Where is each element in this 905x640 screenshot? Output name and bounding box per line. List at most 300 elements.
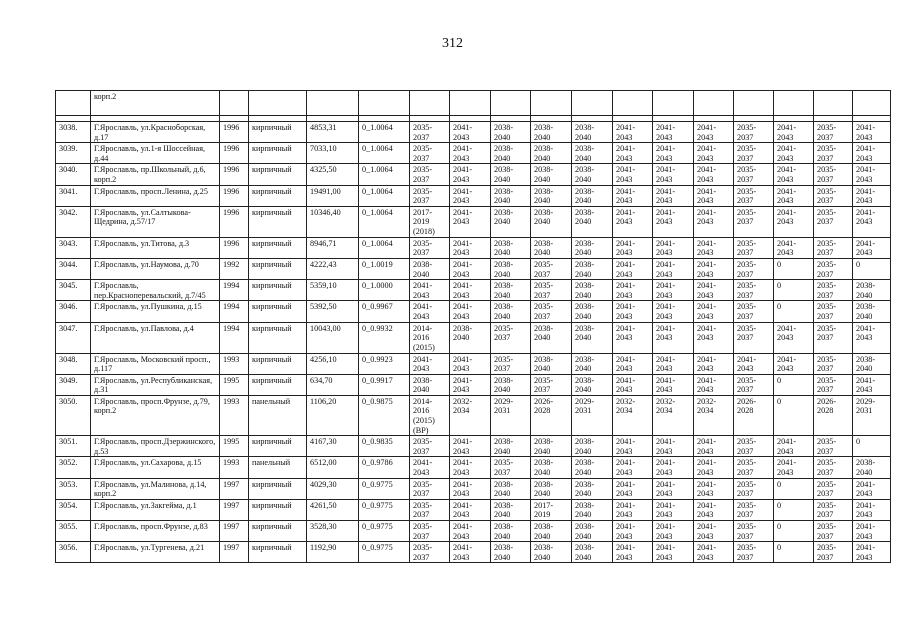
- cell-period: 2038-2040: [491, 237, 531, 258]
- cell-period: 2035-2037: [734, 478, 774, 499]
- cell-area: 4325,50: [307, 164, 359, 185]
- cell-period: 2038-2040: [531, 122, 572, 143]
- cell-period: 2041-2043: [694, 374, 734, 395]
- table-row: [56, 436, 891, 457]
- cell-area: 4853,31: [307, 122, 359, 143]
- cell-period: 2038-2040: [572, 457, 613, 478]
- cell-period: 2041-2043: [613, 164, 653, 185]
- cell-period: 2035-2037: [410, 185, 450, 206]
- cell-period: 2035-2037: [410, 436, 450, 457]
- cell-area: 3528,30: [307, 521, 359, 542]
- table-row: [56, 353, 891, 374]
- cell-period: 2041-2043: [653, 258, 694, 279]
- cell-index: 0_0.9775: [359, 521, 410, 542]
- cell-period: 2041-2043: [774, 457, 814, 478]
- cell-area: 4222,43: [307, 258, 359, 279]
- cell-period: 2038-2040: [491, 164, 531, 185]
- cell-year: 1992: [220, 258, 249, 279]
- cell-period: 2041-2043: [853, 185, 891, 206]
- cell-period: 2041-2043: [410, 280, 450, 301]
- cell-period: 2035-2037: [734, 542, 774, 563]
- cell-year: 1997: [220, 521, 249, 542]
- cell-period: 2041-2043: [613, 122, 653, 143]
- cell-period: 2041-2043: [613, 374, 653, 395]
- cell-year: 1996: [220, 185, 249, 206]
- cell-period: 2035-2037: [814, 143, 853, 164]
- cell-index: 0_0.9775: [359, 542, 410, 563]
- cell-area: 5359,10: [307, 280, 359, 301]
- cell-period: 2038-2040: [531, 143, 572, 164]
- cell-period: 0: [774, 478, 814, 499]
- cell-period: 2041-2043: [694, 457, 734, 478]
- cell-period: 2035-2037: [814, 521, 853, 542]
- cell-material: кирпичный: [249, 521, 307, 542]
- cell-period: 2041-2043: [450, 237, 491, 258]
- cell-material: кирпичный: [249, 237, 307, 258]
- cell-period: 2038-2040: [572, 164, 613, 185]
- cell-period: 2035-2037: [410, 542, 450, 563]
- cell-period: 2038-2040: [491, 499, 531, 520]
- cell-period: 2035-2037: [491, 322, 531, 353]
- cell-num: 3040.: [56, 164, 91, 185]
- cell-index: 0_0.9775: [359, 499, 410, 520]
- cell-material: кирпичный: [249, 353, 307, 374]
- cell-period: 2035-2037: [814, 478, 853, 499]
- cell-period: 2035-2037: [734, 164, 774, 185]
- table-row: [56, 258, 891, 279]
- cell-period: 2041-2043: [653, 143, 694, 164]
- cell-material: кирпичный: [249, 258, 307, 279]
- cell-material: кирпичный: [249, 301, 307, 322]
- cell-period: 2035-2037: [814, 499, 853, 520]
- cell-period: 2041-2043: [613, 542, 653, 563]
- cell-area: 7033,10: [307, 143, 359, 164]
- cell-period: 2041-2043: [853, 122, 891, 143]
- cell-period: 2041-2043: [450, 280, 491, 301]
- cell-period: 2038-2040: [572, 258, 613, 279]
- cell-period: 2035-2037: [814, 322, 853, 353]
- cell-address: Г.Ярославль, ул.Сахарова, д.15: [91, 457, 220, 478]
- cell-address: Г.Ярославль, ул.Наумова, д.70: [91, 258, 220, 279]
- cell-period: 2038-2040: [572, 353, 613, 374]
- cell-period: 2041-2043: [613, 143, 653, 164]
- cell-period: 2041-2043: [613, 436, 653, 457]
- cell-period: 2035-2037: [814, 457, 853, 478]
- cell-period: 2038-2040: [491, 206, 531, 237]
- cell-material: кирпичный: [249, 322, 307, 353]
- cell-period: 2041-2043: [653, 499, 694, 520]
- table-row: [56, 457, 891, 478]
- cell-area: 6512,00: [307, 457, 359, 478]
- cell-period: 2041-2043: [694, 353, 734, 374]
- cell-period: 2041-2043: [653, 185, 694, 206]
- cell-num: 3055.: [56, 521, 91, 542]
- cell-area: 5392,50: [307, 301, 359, 322]
- cell-address: Г.Ярославль, ул.Малинова, д.14, корп.2: [91, 478, 220, 499]
- cell-material: кирпичный: [249, 542, 307, 563]
- cell-period: 2035-2037: [814, 185, 853, 206]
- cell-address: Г.Ярославль, Московский просп., д.117: [91, 353, 220, 374]
- cell-period: 2041-2043: [653, 206, 694, 237]
- cell-period: 0: [774, 395, 814, 435]
- cell-period: 2041-2043: [774, 122, 814, 143]
- cell-period: 2038-2040: [450, 322, 491, 353]
- cell-period: 2038-2040: [491, 436, 531, 457]
- cell-index: 0_1.0064: [359, 164, 410, 185]
- cell-area: 1192,90: [307, 542, 359, 563]
- cell-num: 3041.: [56, 185, 91, 206]
- cell-period: 2041-2043: [450, 499, 491, 520]
- cell-period: 2041-2043: [694, 436, 734, 457]
- cell-period: 2026-2028: [734, 395, 774, 435]
- cell-period: 2041-2043: [613, 258, 653, 279]
- cell-period: 2035-2037: [734, 143, 774, 164]
- cell-period: 2035-2037: [814, 122, 853, 143]
- cell-period: 2038-2040: [853, 280, 891, 301]
- cell-period: 2038-2040: [531, 353, 572, 374]
- cell-index: 0_0.9917: [359, 374, 410, 395]
- cell-period: 2035-2037: [814, 164, 853, 185]
- cell-period: 2041-2043: [774, 185, 814, 206]
- cell-period: 2041-2043: [450, 164, 491, 185]
- cell-period: 2038-2040: [572, 122, 613, 143]
- cell-period: 2038-2040: [572, 143, 613, 164]
- cell-period: 2041-2043: [450, 185, 491, 206]
- cell-period: 2041-2043: [694, 122, 734, 143]
- cell-area: 8946,71: [307, 237, 359, 258]
- cell-period: 2038-2040: [853, 353, 891, 374]
- cell-year: 1996: [220, 164, 249, 185]
- cell-period: 2038-2040: [531, 164, 572, 185]
- cell-period: 2041-2043: [613, 457, 653, 478]
- cell-period: 2038-2040: [491, 521, 531, 542]
- cell-material: панельный: [249, 457, 307, 478]
- cell-period: 2035-2037: [734, 258, 774, 279]
- cell-period: 2041-2043: [853, 542, 891, 563]
- cell-period: 2041-2043: [410, 301, 450, 322]
- cell-period: 2041-2043: [694, 280, 734, 301]
- cell-period: 2041-2043: [853, 206, 891, 237]
- cell-num: 3045.: [56, 280, 91, 301]
- cell-period: 0: [774, 280, 814, 301]
- cell-material: кирпичный: [249, 206, 307, 237]
- cell-index: 0_0.9923: [359, 353, 410, 374]
- cell-address: Г.Ярославль, ул.Павлова, д.4: [91, 322, 220, 353]
- cell-num: 3054.: [56, 499, 91, 520]
- cell-period: 2035-2037: [734, 237, 774, 258]
- cell-period: 2041-2043: [613, 237, 653, 258]
- table-row: [56, 301, 891, 322]
- cell-period: 2035-2037: [814, 301, 853, 322]
- cell-period: 2041-2043: [694, 301, 734, 322]
- cell-period: 2041-2043: [853, 322, 891, 353]
- cell-period: 2041-2043: [853, 499, 891, 520]
- cell-period: 2035-2037: [531, 301, 572, 322]
- cell-period: 2038-2040: [491, 258, 531, 279]
- cell-period: 2032-2034: [653, 395, 694, 435]
- cell-period: 2041-2043: [653, 457, 694, 478]
- cell-period: 2029-2031: [853, 395, 891, 435]
- cell-index: 0_0.9932: [359, 322, 410, 353]
- cell-index: 0_0.9786: [359, 457, 410, 478]
- cell-year: 1996: [220, 206, 249, 237]
- cell-period: 2041-2043: [774, 322, 814, 353]
- cell-period: 2035-2037: [491, 457, 531, 478]
- cell-period: 2035-2037: [410, 521, 450, 542]
- cell-period: 2038-2040: [572, 542, 613, 563]
- cell-period: 2035-2037: [814, 258, 853, 279]
- cell-period: 2038-2040: [531, 206, 572, 237]
- cell-period: 2038-2040: [531, 457, 572, 478]
- cell-period: 2038-2040: [572, 521, 613, 542]
- cell-period: 2017-2019 (2018): [410, 206, 450, 237]
- cell-material: панельный: [249, 395, 307, 435]
- cell-period: 2035-2037: [734, 374, 774, 395]
- cell-num: 3042.: [56, 206, 91, 237]
- cell-period: 2041-2043: [450, 206, 491, 237]
- cell-period: 2041-2043: [653, 374, 694, 395]
- cell-period: 2041-2043: [694, 322, 734, 353]
- cell-period: 2041-2043: [694, 164, 734, 185]
- cell-period: 2029-2031: [572, 395, 613, 435]
- cell-period: 2041-2043: [613, 353, 653, 374]
- cell-period: 2038-2040: [491, 122, 531, 143]
- cell-period: 2041-2043: [694, 478, 734, 499]
- cell-material: кирпичный: [249, 436, 307, 457]
- cell-year: 1994: [220, 301, 249, 322]
- cell-period: 2038-2040: [491, 301, 531, 322]
- cell-period: 2035-2037: [814, 542, 853, 563]
- cell-period: 2041-2043: [450, 521, 491, 542]
- cell-period: 2041-2043: [694, 206, 734, 237]
- cell-period: 2038-2040: [572, 280, 613, 301]
- cell-material: кирпичный: [249, 374, 307, 395]
- cell-address: Г.Ярославль, просп.Ленина, д.25: [91, 185, 220, 206]
- page-number: 312: [442, 36, 463, 51]
- cell-address: Г.Ярославль, просп.Фрунзе, д.83: [91, 521, 220, 542]
- table-row: [56, 280, 891, 301]
- cell-area: 1106,20: [307, 395, 359, 435]
- cell-period: 2038-2040: [491, 280, 531, 301]
- cell-material: кирпичный: [249, 478, 307, 499]
- cell-period: 2038-2040: [531, 436, 572, 457]
- cell-period: 2041-2043: [653, 237, 694, 258]
- cell-period: 2038-2040: [531, 521, 572, 542]
- cell-period: 2041-2043: [774, 237, 814, 258]
- cell-period: 2035-2037: [814, 206, 853, 237]
- cell-period: 2038-2040: [853, 457, 891, 478]
- cell-period: 2035-2037: [410, 478, 450, 499]
- table-row: [56, 206, 891, 237]
- cell-period: 2041-2043: [613, 206, 653, 237]
- cell-period: 2038-2040: [572, 436, 613, 457]
- cell-period: 2038-2040: [410, 258, 450, 279]
- cell-period: 0: [774, 499, 814, 520]
- cell-year: 1993: [220, 353, 249, 374]
- cell-index: 0_0.9875: [359, 395, 410, 435]
- cell-period: 2035-2037: [531, 258, 572, 279]
- cell-num: 3051.: [56, 436, 91, 457]
- cell-period: 2035-2037: [734, 122, 774, 143]
- cell-period: 2026-2028: [814, 395, 853, 435]
- cell-period: 2041-2043: [450, 143, 491, 164]
- cell-num: 3056.: [56, 542, 91, 563]
- cell-period: 2041-2043: [774, 164, 814, 185]
- cell-index: 0_0.9835: [359, 436, 410, 457]
- cell-period: 2014-2016 (2015) (ВР): [410, 395, 450, 435]
- cell-period: 2035-2037: [410, 499, 450, 520]
- cell-period: 2038-2040: [531, 237, 572, 258]
- cell-period: 2038-2040: [491, 374, 531, 395]
- cell-period: 2041-2043: [613, 478, 653, 499]
- cell-year: 1997: [220, 499, 249, 520]
- cell-address: Г.Ярославль, пер.Красноперевальский, д.7/45: [91, 280, 220, 301]
- continuation-row: [56, 91, 891, 116]
- cell-period: 2035-2037: [734, 499, 774, 520]
- table-row: [56, 374, 891, 395]
- cell-period: 2041-2043: [613, 322, 653, 353]
- cell-period: 2035-2037: [410, 164, 450, 185]
- cell-area: 19491,00: [307, 185, 359, 206]
- cell-period: 2041-2043: [774, 353, 814, 374]
- cell-period: 2041-2043: [613, 521, 653, 542]
- cell-year: 1995: [220, 374, 249, 395]
- cell-period: 2041-2043: [734, 353, 774, 374]
- cell-period: 2026-2028: [531, 395, 572, 435]
- cell-num: 3043.: [56, 237, 91, 258]
- cell-year: 1996: [220, 237, 249, 258]
- cell-period: 2041-2043: [653, 521, 694, 542]
- table-row: [56, 322, 891, 353]
- cell-period: 2041-2043: [694, 499, 734, 520]
- cell-period: 2038-2040: [531, 478, 572, 499]
- cell-address: корп.2: [91, 91, 220, 116]
- cell-period: 2038-2040: [572, 301, 613, 322]
- cell-period: 0: [853, 436, 891, 457]
- cell-period: 2041-2043: [853, 143, 891, 164]
- cell-period: 2041-2043: [410, 353, 450, 374]
- cell-period: 2035-2037: [734, 301, 774, 322]
- cell-material: кирпичный: [249, 164, 307, 185]
- cell-period: 2035-2037: [531, 374, 572, 395]
- cell-period: 2035-2037: [734, 280, 774, 301]
- table-row: [56, 478, 891, 499]
- cell-period: 2017-2019: [531, 499, 572, 520]
- cell-address: Г.Ярославль, ул.1-я Шоссейная, д.44: [91, 143, 220, 164]
- cell-num: 3048.: [56, 353, 91, 374]
- cell-index: 0_1.0064: [359, 185, 410, 206]
- cell-period: 2041-2043: [450, 301, 491, 322]
- cell-address: Г.Ярославль, ул.Красноборская, д.17: [91, 122, 220, 143]
- cell-num: 3039.: [56, 143, 91, 164]
- cell-area: 4256,10: [307, 353, 359, 374]
- cell-period: 2038-2040: [572, 478, 613, 499]
- cell-period: 2041-2043: [450, 457, 491, 478]
- cell-period: 2035-2037: [410, 143, 450, 164]
- cell-period: 2041-2043: [853, 237, 891, 258]
- cell-year: 1997: [220, 542, 249, 563]
- cell-period: 0: [853, 258, 891, 279]
- cell-period: 2041-2043: [653, 478, 694, 499]
- cell-period: 2041-2043: [613, 301, 653, 322]
- cell-period: 2041-2043: [653, 301, 694, 322]
- table-row: [56, 164, 891, 185]
- cell-index: 0_0.9775: [359, 478, 410, 499]
- cell-period: 2041-2043: [653, 353, 694, 374]
- cell-material: кирпичный: [249, 122, 307, 143]
- cell-area: 4167,30: [307, 436, 359, 457]
- cell-period: 2041-2043: [653, 436, 694, 457]
- cell-year: 1996: [220, 143, 249, 164]
- cell-year: 1997: [220, 478, 249, 499]
- cell-period: 2038-2040: [572, 237, 613, 258]
- cell-area: 10346,40: [307, 206, 359, 237]
- cell-year: 1993: [220, 457, 249, 478]
- cell-index: 0_1.0019: [359, 258, 410, 279]
- cell-address: Г.Ярославль, пр.Школьный, д.6, корп.2: [91, 164, 220, 185]
- cell-address: Г.Ярославль, ул.Салтыкова-Щедрина, д.57/17: [91, 206, 220, 237]
- cell-period: 2035-2037: [734, 521, 774, 542]
- cell-period: 2038-2040: [410, 374, 450, 395]
- table-row: [56, 499, 891, 520]
- cell-num: [56, 91, 91, 116]
- cell-index: 0_0.9967: [359, 301, 410, 322]
- cell-period: 2041-2043: [450, 353, 491, 374]
- cell-year: 1994: [220, 280, 249, 301]
- cell-period: 0: [774, 542, 814, 563]
- cell-period: 2035-2037: [491, 353, 531, 374]
- cell-index: 0_1.0064: [359, 143, 410, 164]
- cell-area: 10043,00: [307, 322, 359, 353]
- cell-material: кирпичный: [249, 280, 307, 301]
- cell-material: кирпичный: [249, 143, 307, 164]
- cell-period: 2038-2040: [853, 301, 891, 322]
- cell-index: 0_1.0064: [359, 237, 410, 258]
- cell-period: 2035-2037: [410, 237, 450, 258]
- cell-period: 0: [774, 301, 814, 322]
- cell-period: 2014-2016 (2015): [410, 322, 450, 353]
- cell-period: 2041-2043: [450, 436, 491, 457]
- cell-period: 2038-2040: [531, 322, 572, 353]
- cell-period: 2041-2043: [653, 280, 694, 301]
- cell-address: Г.Ярославль, ул.Закгейма, д.1: [91, 499, 220, 520]
- cell-year: 1994: [220, 322, 249, 353]
- cell-num: 3049.: [56, 374, 91, 395]
- cell-period: 0: [774, 258, 814, 279]
- cell-period: 2035-2037: [734, 457, 774, 478]
- cell-period: 2038-2040: [531, 542, 572, 563]
- cell-num: 3050.: [56, 395, 91, 435]
- cell-period: 2041-2043: [450, 374, 491, 395]
- cell-period: 2035-2037: [734, 436, 774, 457]
- cell-period: 2041-2043: [450, 542, 491, 563]
- cell-period: 2035-2037: [814, 436, 853, 457]
- cell-num: 3053.: [56, 478, 91, 499]
- cell-num: 3038.: [56, 122, 91, 143]
- cell-material: кирпичный: [249, 499, 307, 520]
- cell-index: 0_1.0064: [359, 206, 410, 237]
- cell-period: 2038-2040: [491, 542, 531, 563]
- cell-period: 2038-2040: [491, 478, 531, 499]
- cell-period: 2038-2040: [572, 185, 613, 206]
- cell-year: 1996: [220, 122, 249, 143]
- cell-address: Г.Ярославль, просп.Фрунзе, д.79, корп.2: [91, 395, 220, 435]
- cell-period: 2032-2034: [613, 395, 653, 435]
- cell-period: 2035-2037: [734, 185, 774, 206]
- table-row: [56, 122, 891, 143]
- cell-period: 2041-2043: [653, 322, 694, 353]
- cell-period: 2041-2043: [694, 521, 734, 542]
